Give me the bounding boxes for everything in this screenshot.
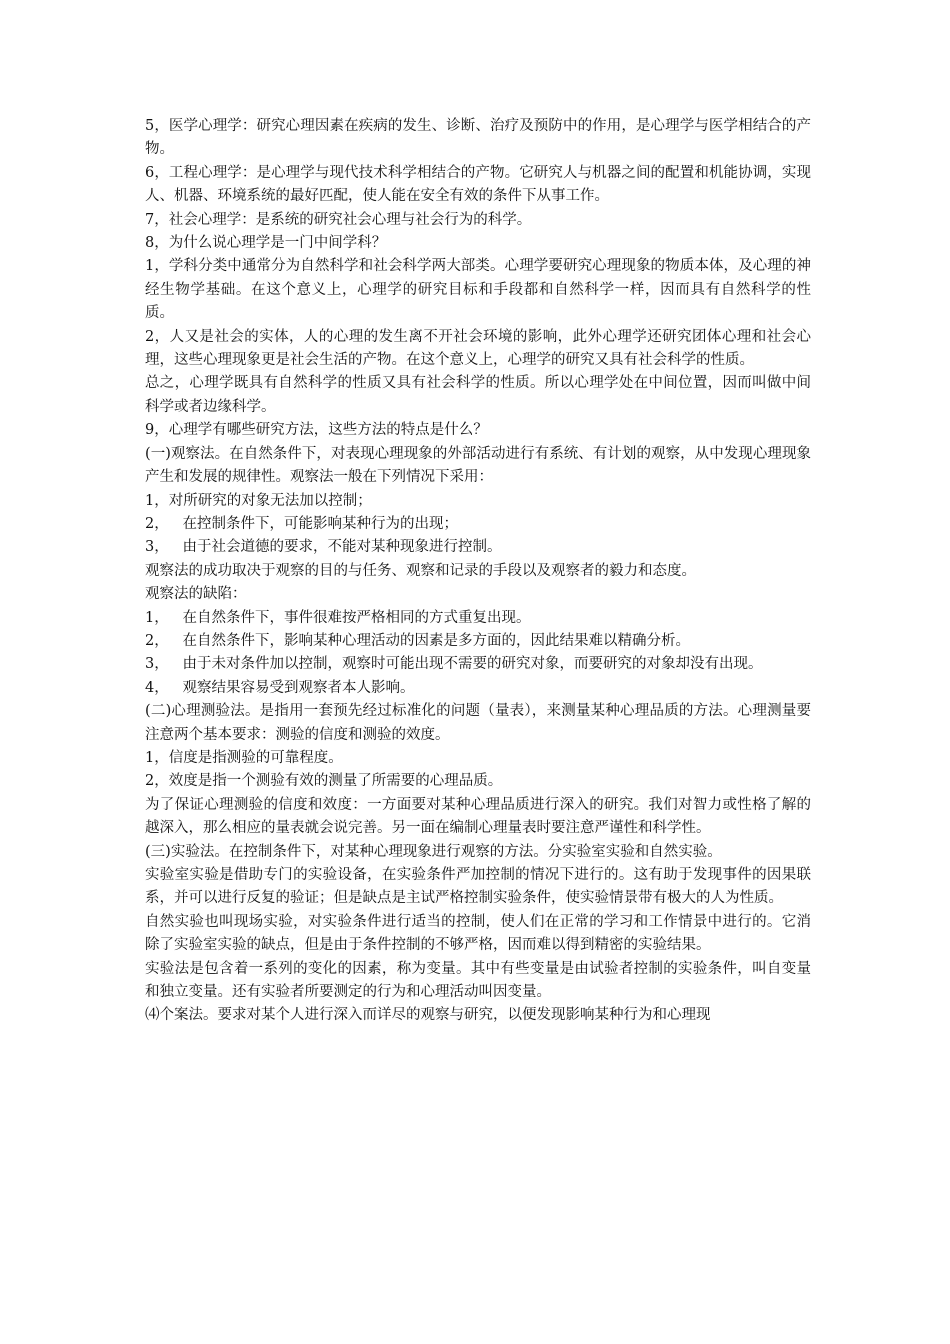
paragraph-observation-method: (一)观察法。在自然条件下，对表现心理现象的外部活动进行有系统、有计划的观察，从中发现心理现象产生和发展的规律性。观察法一般在下列情况下采用：: [145, 445, 811, 486]
paragraph-case-method: ⑷个案法。要求对某个人进行深入而详尽的观察与研究，以便发现影响某种行为和心理现: [145, 1007, 711, 1024]
paragraph-social-psychology: 7，社会心理学：是系统的研究社会心理与社会行为的科学。: [145, 211, 532, 228]
paragraph-conclusion: 总之，心理学既具有自然科学的性质又具有社会科学的性质。所以心理学处在中间位置，因而叫做中间科学或者边缘科学。: [145, 375, 811, 415]
list-item-observation-2: 2， 在控制条件下，可能影响某种行为的出现；: [145, 515, 459, 532]
list-item-validity: 2，效度是指一个测验有效的测量了所需要的心理品质。: [145, 773, 503, 790]
paragraph-observation-success: 观察法的成功取决于观察的目的与任务、观察和记录的手段以及观察者的毅力和态度。: [145, 562, 696, 579]
list-item-reliability: 1，信度是指测验的可靠程度。: [145, 749, 343, 766]
paragraph-test-quality: 为了保证心理测验的信度和效度：一方面要对某种心理品质进行深入的研究。我们对智力或性格了解的越深入，那么相应的量表就会说完善。另一面在编制心理量表时要注意严谨性和科学性。: [145, 796, 811, 837]
list-item-observation-1: 1，对所研究的对象无法加以控制；: [145, 492, 372, 509]
document-body: [145, 115, 811, 1028]
list-item-defect-3: 3， 由于未对条件加以控制，观察时可能出现不需要的研究对象，而要研究的对象却没有出现。: [145, 656, 763, 673]
paragraph-test-method: (二)心理测验法。是指用一套预先经过标准化的问题（量表），来测量某种心理品质的方法。心理测量要注意两个基本要求：测验的信度和测验的效度。: [145, 703, 811, 743]
paragraph-engineering-psychology: 6，工程心理学：是心理学与现代技术科学相结合的产物。它研究人与机器之间的配置和机能协调，实现人、机器、环境系统的最好匹配，使人能在安全有效的条件下从事工作。: [145, 164, 811, 205]
list-item-defect-4: 4， 观察结果容易受到观察者本人影响。: [145, 679, 415, 696]
paragraph-lab-experiment: 实验室实验是借助专门的实验设备，在实验条件严加控制的情况下进行的。这有助于发现事件的因果联系，并可以进行反复的验证；但是缺点是主试严格控制实验条件，使实验情景带有极大的人为性质。: [145, 867, 811, 907]
paragraph-experiment-method: (三)实验法。在控制条件下，对某种心理现象进行观察的方法。分实验室实验和自然实验。: [145, 843, 722, 860]
list-item-observation-3: 3， 由于社会道德的要求，不能对某种现象进行控制。: [145, 539, 502, 556]
paragraph-variables: 实验法是包含着一系列的变化的因素，称为变量。其中有些变量是由试验者控制的实验条件，叫自变量和独立变量。还有实验者所要测定的行为和心理活动叫因变量。: [145, 960, 811, 1001]
observation-defects-heading: 观察法的缺陷：: [145, 586, 247, 603]
paragraph-social-science: 2，人又是社会的实体，人的心理的发生离不开社会环境的影响，此外心理学还研究团体心理和社会心理，这些心理现象更是社会生活的产物。在这个意义上，心理学的研究又具有社会科学的性质。: [145, 328, 811, 369]
question-9-heading: 9，心理学有哪些研究方法，这些方法的特点是什么？: [145, 422, 488, 439]
paragraph-medical-psychology: 5，医学心理学：研究心理因素在疾病的发生、诊断、治疗及预防中的作用，是心理学与医学相结合的产物。: [145, 118, 811, 158]
list-item-defect-2: 2， 在自然条件下，影响某种心理活动的因素是多方面的，因此结果难以精确分析。: [145, 632, 691, 649]
question-8-heading: 8，为什么说心理学是一门中间学科？: [145, 235, 387, 252]
list-item-defect-1: 1， 在自然条件下，事件很难按严格相同的方式重复出现。: [145, 609, 531, 626]
paragraph-natural-science: 1，学科分类中通常分为自然科学和社会科学两大部类。心理学要研究心理现象的物质本体，及心理的神经生物学基础。在这个意义上，心理学的研究目标和手段都和自然科学一样，因而具有自然科学的性质。: [145, 258, 811, 322]
paragraph-field-experiment: 自然实验也叫现场实验，对实验条件进行适当的控制，使人们在正常的学习和工作情景中进行的。它消除了实验室实验的缺点，但是由于条件控制的不够严格，因而难以得到精密的实验结果。: [145, 913, 811, 954]
